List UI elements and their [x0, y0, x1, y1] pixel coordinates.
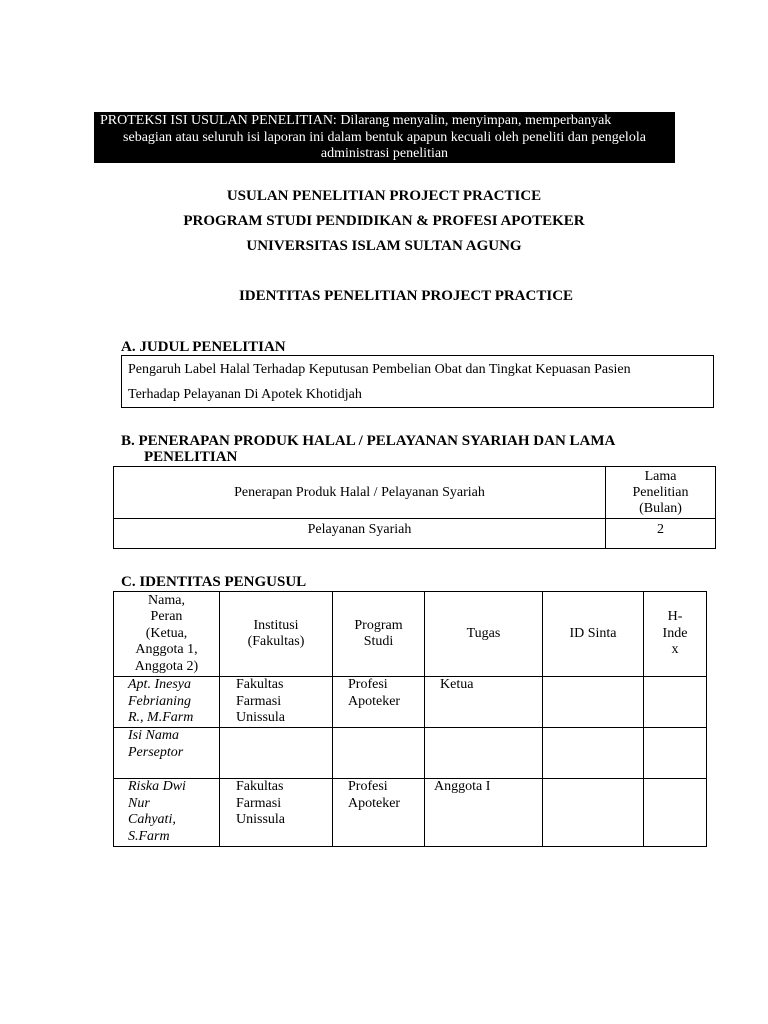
research-title-box — [121, 355, 714, 408]
document-title-3: UNIVERSITAS ISLAM SULTAN AGUNG — [246, 238, 522, 254]
name-l3: Cahyati, — [128, 812, 176, 827]
header-duration-l3: (Bulan) — [639, 500, 682, 516]
cell-halal-application: Pelayanan Syariah — [114, 519, 606, 549]
name-l1: Riska Dwi — [128, 779, 186, 794]
cell-program — [333, 779, 425, 847]
header-name-l1: Nama, — [148, 592, 185, 608]
header-name-l5: Anggota 2) — [134, 658, 199, 674]
document-title-2: PROGRAM STUDI PENDIDIKAN & PROFESI APOTEKER — [183, 213, 585, 229]
name-l2: Febrianing — [128, 693, 191, 709]
cell-institution — [220, 677, 333, 728]
cell-program — [333, 728, 425, 779]
header-program-l2: Studi — [363, 634, 394, 649]
header-hindex-l2: Inde — [662, 625, 688, 641]
institution-l1: Fakultas — [236, 779, 284, 794]
header-program — [333, 592, 425, 677]
section-b-heading — [121, 433, 675, 465]
program-l1: Profesi — [348, 677, 388, 692]
header-halal-application: Penerapan Produk Halal / Pelayanan Syariah — [114, 467, 606, 519]
institution-l3: Unissula — [236, 812, 285, 827]
institution-l2: Farmasi — [236, 795, 282, 811]
header-name-l3: (Ketua, — [145, 625, 188, 641]
cell-name — [114, 728, 220, 779]
research-title-line-1: Pengaruh Label Halal Terhadap Keputusan Pembelian Obat dan Tingkat Kepuasan Pasien — [128, 362, 631, 377]
name-l2: Nur — [128, 795, 150, 811]
header-name-role — [114, 592, 220, 677]
program-l2: Apoteker — [348, 795, 401, 811]
name-l4: S.Farm — [128, 828, 170, 844]
name-l1: Isi Nama — [128, 728, 179, 743]
cell-h-index — [644, 677, 707, 728]
institution-l2: Farmasi — [236, 693, 282, 709]
table-header-row — [114, 467, 716, 519]
header-hindex-l1: H- — [667, 609, 683, 625]
table-row — [114, 519, 716, 549]
cell-h-index — [644, 779, 707, 847]
header-institution — [220, 592, 333, 677]
section-c-heading: C. IDENTITAS PENGUSUL — [121, 574, 307, 590]
cell-task: Anggota I — [425, 779, 543, 847]
cell-name — [114, 779, 220, 847]
program-l2: Apoteker — [348, 693, 401, 709]
cell-name — [114, 677, 220, 728]
cell-id-sinta — [543, 779, 644, 847]
header-duration — [606, 467, 716, 519]
header-institution-l2: (Fakultas) — [247, 634, 305, 649]
halal-application-table — [113, 466, 716, 549]
cell-program — [333, 677, 425, 728]
header-name-l2: Peran — [150, 609, 183, 625]
document-title-1: USULAN PENELITIAN PROJECT PRACTICE — [226, 188, 542, 204]
research-title-line-2: Terhadap Pelayanan Di Apotek Khotidjah — [128, 387, 362, 402]
cell-id-sinta — [543, 677, 644, 728]
cell-h-index — [644, 728, 707, 779]
notice-line-3: administrasi penelitian — [320, 146, 449, 161]
header-h-index — [644, 592, 707, 677]
cell-institution — [220, 728, 333, 779]
table-header-row — [114, 592, 707, 677]
cell-institution — [220, 779, 333, 847]
cell-task: Ketua — [425, 677, 543, 728]
cell-id-sinta — [543, 728, 644, 779]
notice-line-2: sebagian atau seluruh isi laporan ini dalam bentuk apapun kecuali oleh peneliti dan pengelola — [123, 129, 646, 145]
header-duration-l2: Penelitian — [632, 484, 689, 500]
header-task: Tugas — [425, 592, 543, 677]
cell-task — [425, 728, 543, 779]
section-b-heading-line-1: B. PENERAPAN PRODUK HALAL / PELAYANAN SYARIAH DAN LAMA — [121, 433, 616, 449]
institution-l3: Unissula — [236, 710, 285, 725]
protection-notice — [94, 112, 675, 163]
proposer-identity-table — [113, 591, 707, 847]
section-a-heading: A. JUDUL PENELITIAN — [121, 339, 286, 355]
table-row — [114, 779, 707, 847]
header-id-sinta: ID Sinta — [543, 592, 644, 677]
program-l1: Profesi — [348, 779, 388, 794]
name-l2: Perseptor — [128, 744, 184, 760]
header-program-l1: Program — [354, 617, 403, 633]
section-b-heading-line-2: PENELITIAN — [144, 449, 238, 465]
header-name-l4: Anggota 1, — [135, 642, 198, 658]
cell-duration: 2 — [606, 519, 716, 549]
document-subtitle: IDENTITAS PENELITIAN PROJECT PRACTICE — [238, 288, 574, 304]
header-institution-l1: Institusi — [253, 617, 299, 633]
notice-line-1: PROTEKSI ISI USULAN PENELITIAN: Dilarang menyalin, menyimpan, memperbanyak — [100, 113, 612, 128]
institution-l1: Fakultas — [236, 677, 284, 692]
name-l3: R., M.Farm — [128, 710, 194, 725]
header-hindex-l3: x — [671, 642, 679, 658]
header-duration-l1: Lama — [644, 468, 677, 484]
table-row — [114, 677, 707, 728]
table-row — [114, 728, 707, 779]
name-l1: Apt. Inesya — [128, 677, 191, 692]
